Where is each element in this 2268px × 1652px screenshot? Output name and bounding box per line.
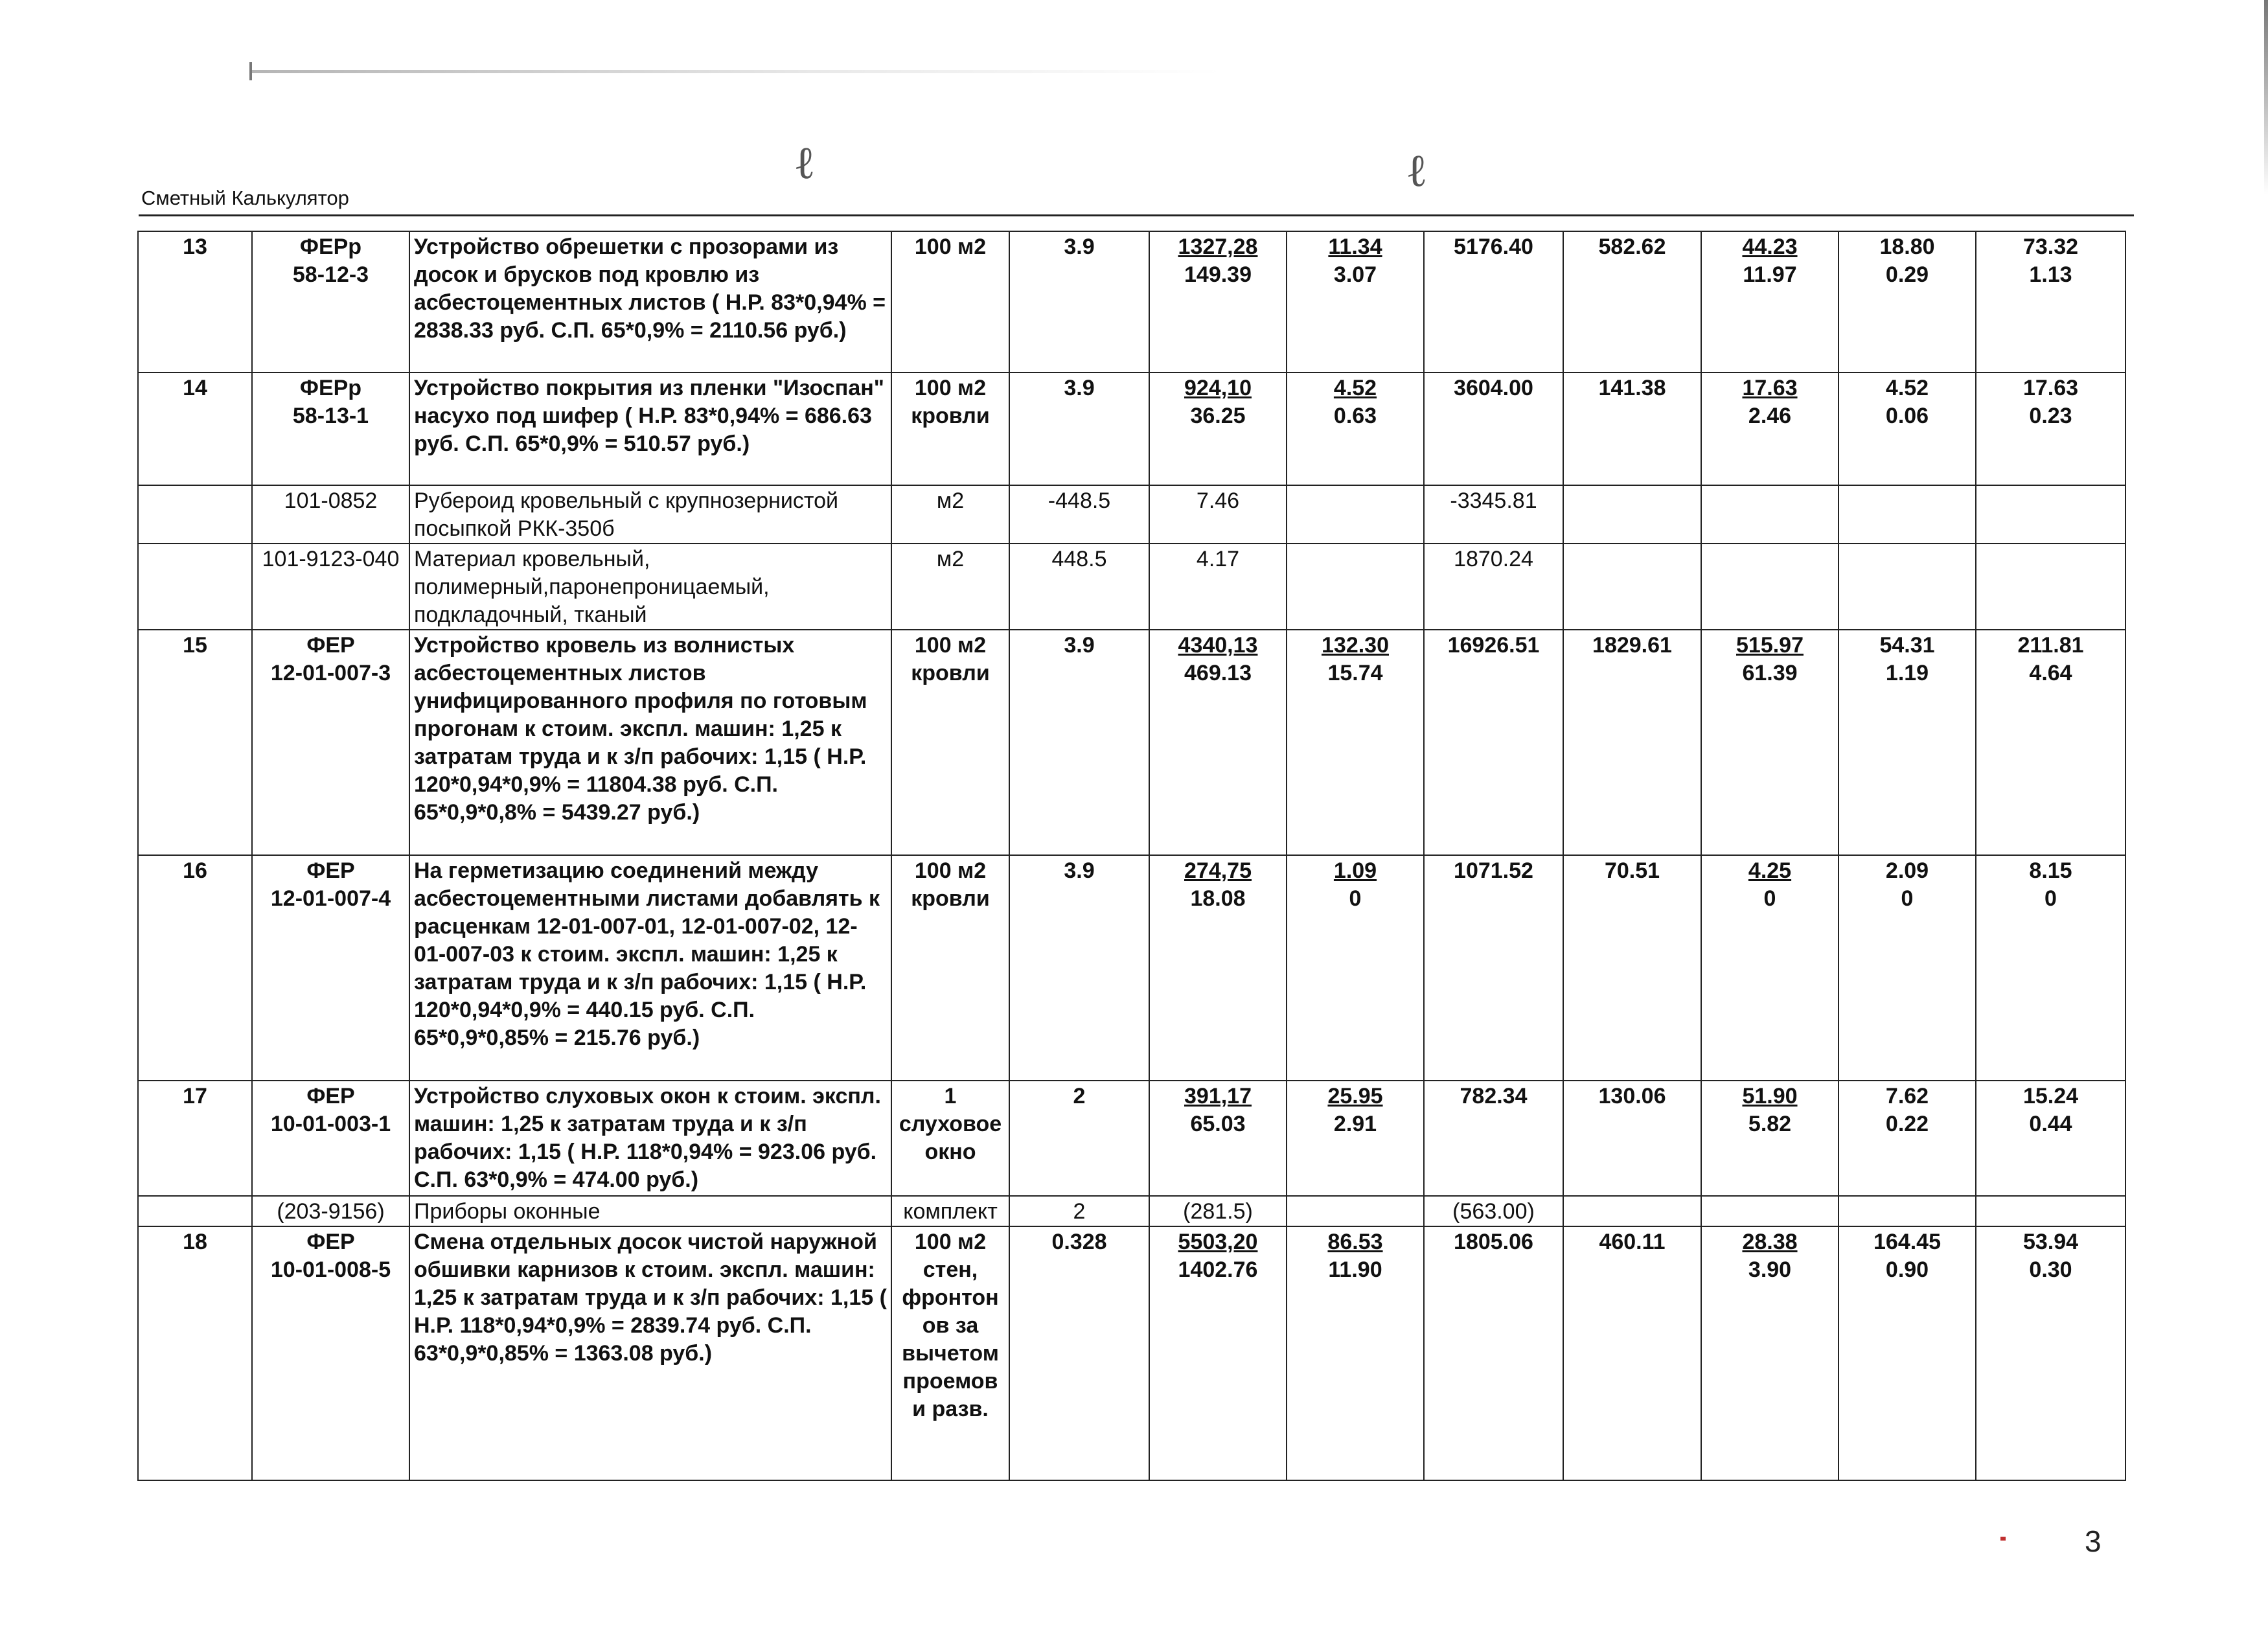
total-cost: 16926.51 xyxy=(1424,630,1563,855)
rate-code: ФЕР 10-01-003-1 xyxy=(252,1081,409,1196)
labor-unit: 18.80 0.29 xyxy=(1838,231,1976,373)
work-description: Устройство покрытия из пленки "Изоспан" насухо под шифер ( Н.Р. 83*0,94% = 686.63 руб. С.П. 65*0,9% = 510.57 руб.) xyxy=(409,373,891,485)
labor-total xyxy=(1976,485,2125,544)
quantity: -448.5 xyxy=(1009,485,1149,544)
machines-unit: 11.34 3.07 xyxy=(1287,231,1424,373)
row-number xyxy=(138,485,252,544)
total-cost: 1870.24 xyxy=(1424,544,1563,630)
table-row xyxy=(138,231,2125,373)
unit: комплект xyxy=(891,1196,1009,1226)
material-description: Рубероид кровельный с крупнозернистой посыпкой РКК-350б xyxy=(409,485,891,544)
machines-unit: 4.52 0.63 xyxy=(1287,373,1424,485)
quantity: 0.328 xyxy=(1009,1226,1149,1480)
unit-price: 5503,20 1402.76 xyxy=(1149,1226,1287,1480)
wages-total: 70.51 xyxy=(1563,855,1701,1081)
table-row xyxy=(138,855,2125,1081)
table-row xyxy=(138,1196,2125,1226)
labor-unit: 164.45 0.90 xyxy=(1838,1226,1976,1480)
machines-unit: 25.95 2.91 xyxy=(1287,1081,1424,1196)
row-number: 18 xyxy=(138,1226,252,1480)
material-description: Материал кровельный, полимерный,паронепроницаемый, подкладочный, тканый xyxy=(409,544,891,630)
row-number: 13 xyxy=(138,231,252,373)
machines-unit xyxy=(1287,1196,1424,1226)
wages-total: 1829.61 xyxy=(1563,630,1701,855)
work-description: Устройство слуховых окон к стоим. экспл. машин: 1,25 к затратам труда и к з/п рабочих: 1,15 ( Н.Р. 118*0,94% = 923.06 руб. С.П. 63*0,9% = 474.00 руб.) xyxy=(409,1081,891,1196)
wages-total: 460.11 xyxy=(1563,1226,1701,1480)
labor-total: 15.24 0.44 xyxy=(1976,1081,2125,1196)
labor-unit: 2.09 0 xyxy=(1838,855,1976,1081)
unit-price: 4340,13 469.13 xyxy=(1149,630,1287,855)
unit: м2 xyxy=(891,544,1009,630)
page-number: 3 xyxy=(2085,1524,2102,1558)
unit: м2 xyxy=(891,485,1009,544)
rate-code: ФЕР 12-01-007-3 xyxy=(252,630,409,855)
row-number: 17 xyxy=(138,1081,252,1196)
machines-unit: 1.09 0 xyxy=(1287,855,1424,1081)
ink-dot xyxy=(2000,1537,2006,1541)
labor-total: 8.15 0 xyxy=(1976,855,2125,1081)
table-row xyxy=(138,630,2125,855)
wages-total: 130.06 xyxy=(1563,1081,1701,1196)
unit-price: 274,75 18.08 xyxy=(1149,855,1287,1081)
quantity: 3.9 xyxy=(1009,630,1149,855)
page-header-title: Сметный Калькулятор xyxy=(141,187,349,209)
machines-total: 4.25 0 xyxy=(1701,855,1838,1081)
machines-unit xyxy=(1287,544,1424,630)
labor-total: 53.94 0.30 xyxy=(1976,1226,2125,1480)
machines-total xyxy=(1701,544,1838,630)
machines-total xyxy=(1701,485,1838,544)
quantity: 3.9 xyxy=(1009,855,1149,1081)
machines-unit xyxy=(1287,485,1424,544)
table-row xyxy=(138,485,2125,544)
labor-unit: 7.62 0.22 xyxy=(1838,1081,1976,1196)
total-cost: (563.00) xyxy=(1424,1196,1563,1226)
total-cost: -3345.81 xyxy=(1424,485,1563,544)
unit-price: 7.46 xyxy=(1149,485,1287,544)
wages-total: 582.62 xyxy=(1563,231,1701,373)
rate-code: ФЕР 12-01-007-4 xyxy=(252,855,409,1081)
wages-total xyxy=(1563,1196,1701,1226)
rate-code: ФЕРр 58-12-3 xyxy=(252,231,409,373)
row-number: 16 xyxy=(138,855,252,1081)
rate-code: ФЕР 10-01-008-5 xyxy=(252,1226,409,1480)
wages-total xyxy=(1563,485,1701,544)
unit: 1 слуховое окно xyxy=(891,1081,1009,1196)
row-number xyxy=(138,1196,252,1226)
unit: 100 м2 кровли xyxy=(891,855,1009,1081)
material-code: 101-0852 xyxy=(252,485,409,544)
work-description: На герметизацию соединений между асбестоцементными листами добавлять к расценкам 12-01-007-01, 12-01-007-02, 12-01-007-03 к стоим. экспл. машин: 1,25 к затратам труда и к з/п рабочих: 1,15 ( Н.Р. 120*0,94*0,9% = 440.15 руб. С.П. 65*0,9*0,85% = 215.76 руб.) xyxy=(409,855,891,1081)
machines-total xyxy=(1701,1196,1838,1226)
labor-unit: 4.52 0.06 xyxy=(1838,373,1976,485)
unit-price: 924,10 36.25 xyxy=(1149,373,1287,485)
table-row xyxy=(138,1081,2125,1196)
unit-price: 1327,28 149.39 xyxy=(1149,231,1287,373)
quantity: 3.9 xyxy=(1009,373,1149,485)
machines-unit: 86.53 11.90 xyxy=(1287,1226,1424,1480)
wages-total xyxy=(1563,544,1701,630)
unit: 100 м2 xyxy=(891,231,1009,373)
labor-total xyxy=(1976,1196,2125,1226)
total-cost: 782.34 xyxy=(1424,1081,1563,1196)
labor-total: 73.32 1.13 xyxy=(1976,231,2125,373)
wages-total: 141.38 xyxy=(1563,373,1701,485)
pen-mark: ℓ xyxy=(794,136,816,189)
material-code: 101-9123-040 xyxy=(252,544,409,630)
estimate-table xyxy=(137,231,2126,1481)
machines-unit: 132.30 15.74 xyxy=(1287,630,1424,855)
unit-price: 4.17 xyxy=(1149,544,1287,630)
material-description: Приборы оконные xyxy=(409,1196,891,1226)
labor-unit: 54.31 1.19 xyxy=(1838,630,1976,855)
row-number xyxy=(138,544,252,630)
quantity: 2 xyxy=(1009,1081,1149,1196)
scan-artifact xyxy=(249,70,1221,73)
labor-unit xyxy=(1838,1196,1976,1226)
material-code: (203-9156) xyxy=(252,1196,409,1226)
quantity: 448.5 xyxy=(1009,544,1149,630)
rate-code: ФЕРр 58-13-1 xyxy=(252,373,409,485)
quantity: 3.9 xyxy=(1009,231,1149,373)
total-cost: 1805.06 xyxy=(1424,1226,1563,1480)
row-number: 14 xyxy=(138,373,252,485)
unit: 100 м2 кровли xyxy=(891,630,1009,855)
pen-mark: ℓ xyxy=(1406,144,1428,197)
labor-total: 211.81 4.64 xyxy=(1976,630,2125,855)
total-cost: 3604.00 xyxy=(1424,373,1563,485)
unit-price: (281.5) xyxy=(1149,1196,1287,1226)
scan-edge xyxy=(2264,0,2268,194)
unit: 100 м2 стен, фронтонов за вычетом проемов и разв. xyxy=(891,1226,1009,1480)
header-divider xyxy=(139,214,2134,216)
unit: 100 м2 кровли xyxy=(891,373,1009,485)
table-row xyxy=(138,544,2125,630)
work-description: Смена отдельных досок чистой наружной обшивки карнизов к стоим. экспл. машин: 1,25 к затратам труда и к з/п рабочих: 1,15 ( Н.Р. 118*0,94*0,9% = 2839.74 руб. С.П. 63*0,9*0,85% = 1363.08 руб.) xyxy=(409,1226,891,1480)
table-row xyxy=(138,373,2125,485)
labor-unit xyxy=(1838,485,1976,544)
total-cost: 5176.40 xyxy=(1424,231,1563,373)
machines-total: 44.23 11.97 xyxy=(1701,231,1838,373)
machines-total: 28.38 3.90 xyxy=(1701,1226,1838,1480)
table-row xyxy=(138,1226,2125,1480)
machines-total: 515.97 61.39 xyxy=(1701,630,1838,855)
work-description: Устройство кровель из волнистых асбестоцементных листов унифицированного профиля по готовым прогонам к стоим. экспл. машин: 1,25 к затратам труда и к з/п рабочих: 1,15 ( Н.Р. 120*0,94*0,9% = 11804.38 руб. С.П. 65*0,9*0,8% = 5439.27 руб.) xyxy=(409,630,891,855)
labor-total: 17.63 0.23 xyxy=(1976,373,2125,485)
machines-total: 17.63 2.46 xyxy=(1701,373,1838,485)
row-number: 15 xyxy=(138,630,252,855)
total-cost: 1071.52 xyxy=(1424,855,1563,1081)
quantity: 2 xyxy=(1009,1196,1149,1226)
machines-total: 51.90 5.82 xyxy=(1701,1081,1838,1196)
labor-unit xyxy=(1838,544,1976,630)
work-description: Устройство обрешетки с прозорами из досок и брусков под кровлю из асбестоцементных листов ( Н.Р. 83*0,94% = 2838.33 руб. С.П. 65*0,9% = 2110.56 руб.) xyxy=(409,231,891,373)
unit-price: 391,17 65.03 xyxy=(1149,1081,1287,1196)
labor-total xyxy=(1976,544,2125,630)
